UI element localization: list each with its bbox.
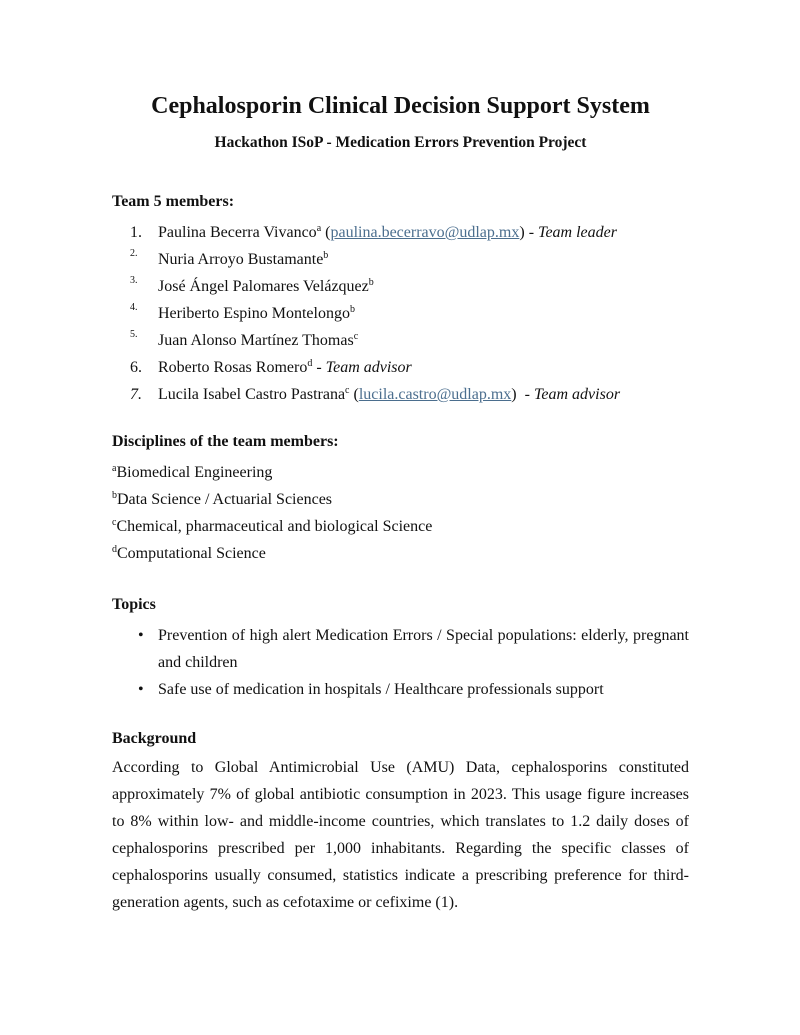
document-title: Cephalosporin Clinical Decision Support System bbox=[151, 93, 650, 119]
list-number: 4. bbox=[130, 302, 138, 313]
list-item: 6. Roberto Rosas Romero$^d$ - Team advisor bbox=[112, 354, 689, 381]
discipline-superscript: c bbox=[345, 385, 350, 396]
discipline-superscript: a bbox=[316, 223, 322, 234]
list-number: 5. bbox=[130, 329, 138, 340]
team-heading: Team 5 members: bbox=[112, 193, 235, 210]
topics-list bbox=[112, 622, 689, 703]
discipline-superscript: a bbox=[112, 463, 117, 474]
team-member-list bbox=[112, 219, 689, 408]
discipline-superscript: b bbox=[368, 277, 374, 288]
email-link[interactable]: paulina.becerravo@udlap.mx bbox=[330, 224, 520, 241]
discipline-superscript: d bbox=[112, 544, 117, 555]
disciplines-list bbox=[112, 459, 689, 567]
discipline-text: Chemical, pharmaceutical and biological Science bbox=[116, 518, 433, 535]
list-number: 7. bbox=[130, 386, 142, 403]
discipline-item bbox=[112, 459, 689, 486]
discipline-text: Biomedical Engineering bbox=[116, 464, 273, 481]
topic-text: Safe use of medication in hospitals / Healthcare professionals support bbox=[158, 681, 604, 698]
list-item bbox=[112, 300, 689, 327]
member-name: Nuria Arroyo Bustamante bbox=[158, 251, 324, 268]
document-page bbox=[112, 90, 689, 916]
discipline-text: Computational Science bbox=[117, 545, 266, 562]
discipline-superscript: c bbox=[353, 331, 359, 342]
discipline-item bbox=[112, 513, 689, 540]
discipline-superscript: b bbox=[323, 250, 329, 261]
list-number: 2. bbox=[130, 248, 138, 259]
member-name: Juan Alonso Martínez Thomas bbox=[158, 332, 354, 349]
member-role: Team advisor bbox=[533, 386, 621, 403]
topics-heading: Topics bbox=[112, 596, 156, 613]
background-paragraph: According to Global Antimicrobial Use (AMU) Data, cephalosporins constituted approximately 7% of global antibiotic consumption in 2023. This usage figure increases to 8% within low- and middle-income countries, which translates to 1.2 daily doses of cephalosporins prescribed per 1,000 inhabitants. Regarding the specific classes of cephalosporins usually consumed, statistics indicate a prescribing preference for third-generation agents, such as cefotaxime or cefixime (1). bbox=[112, 759, 689, 911]
discipline-text: Data Science / Actuarial Sciences bbox=[117, 491, 333, 508]
email-link[interactable]: lucila.castro@udlap.mx bbox=[358, 386, 512, 403]
list-item bbox=[112, 622, 689, 676]
member-name: Paulina Becerra Vivanco bbox=[158, 224, 317, 241]
member-name: José Ángel Palomares Velázquez bbox=[158, 278, 369, 295]
discipline-superscript: d bbox=[307, 358, 313, 369]
discipline-superscript: b bbox=[112, 490, 117, 501]
member-name: Heriberto Espino Montelongo bbox=[158, 305, 350, 322]
list-number: 1. bbox=[130, 224, 142, 241]
list-item bbox=[112, 676, 689, 703]
member-role: Team advisor bbox=[325, 359, 412, 376]
bullet-icon: • bbox=[138, 627, 144, 644]
discipline-superscript: c bbox=[112, 517, 117, 528]
disciplines-heading: Disciplines of the team members: bbox=[112, 433, 339, 450]
list-item bbox=[112, 327, 689, 354]
discipline-item bbox=[112, 540, 689, 567]
list-item bbox=[112, 273, 689, 300]
topic-text: Prevention of high alert Medication Errors / Special populations: elderly, pregnant and children bbox=[158, 627, 689, 671]
bullet-icon: • bbox=[138, 681, 144, 698]
list-item: 1. Paulina Becerra Vivanco$^a$ (paulina.becerravo@udlap.mx) - Team leader bbox=[112, 219, 689, 246]
member-role: Team leader bbox=[538, 224, 617, 241]
member-name: Lucila Isabel Castro Pastrana bbox=[158, 386, 346, 403]
document-subtitle: Hackathon ISoP - Medication Errors Prevention Project bbox=[214, 134, 587, 151]
member-name: Roberto Rosas Romero bbox=[158, 359, 308, 376]
list-number: 6. bbox=[130, 359, 142, 376]
list-item bbox=[112, 246, 689, 273]
background-heading: Background bbox=[112, 730, 197, 747]
discipline-item bbox=[112, 486, 689, 513]
list-number: 3. bbox=[130, 275, 138, 286]
discipline-superscript: b bbox=[349, 304, 355, 315]
list-item: 7. Lucila Isabel Castro Pastrana$^c$ (lucila.castro@udlap.mx) - Team advisor bbox=[112, 381, 689, 408]
